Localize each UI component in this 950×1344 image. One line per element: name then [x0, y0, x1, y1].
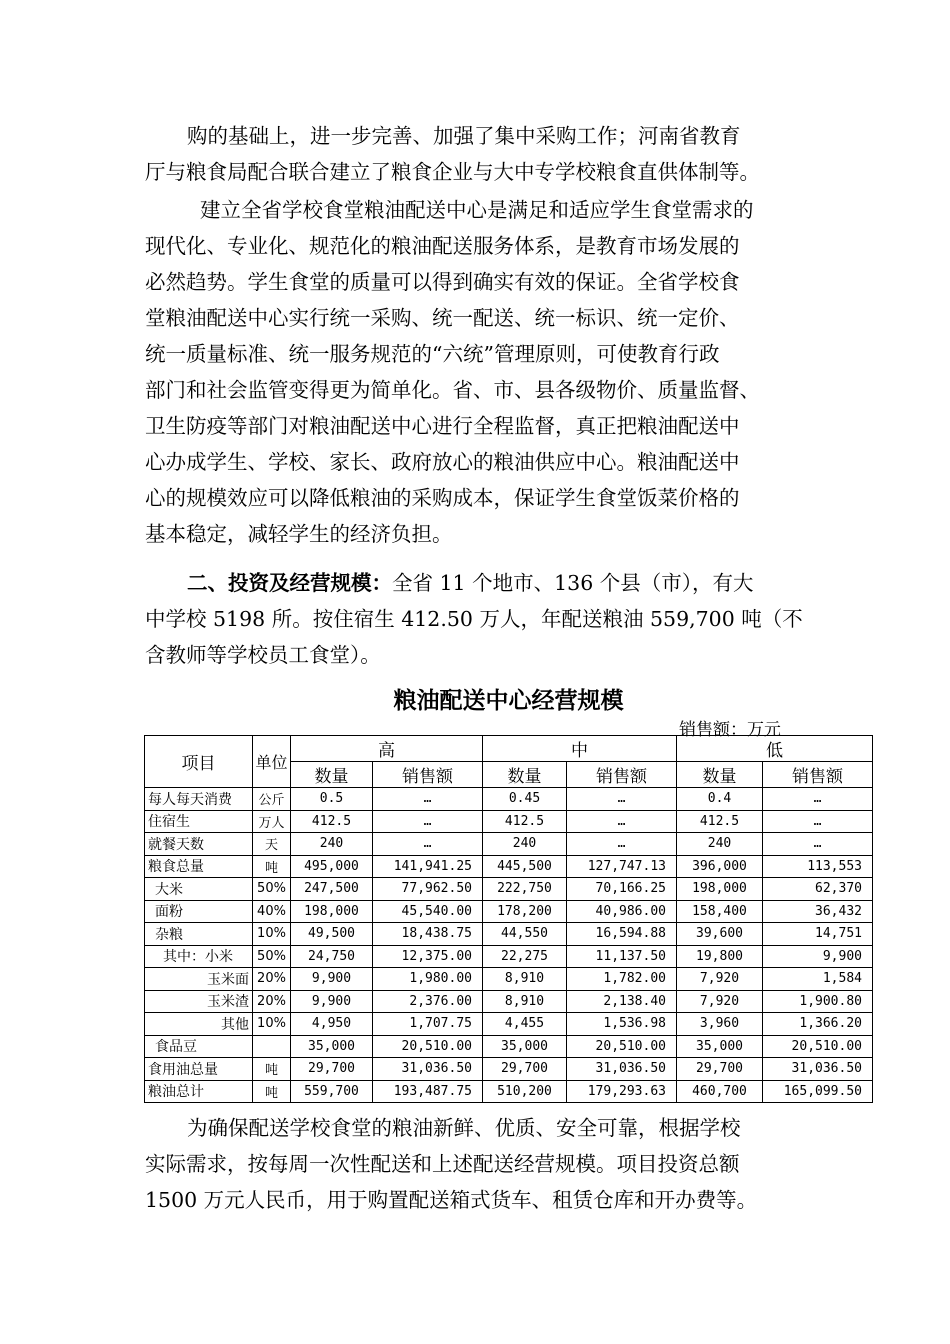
amount-cell: 20,510.00 — [567, 1035, 677, 1058]
amount-cell: 113,553 — [763, 855, 873, 878]
table-row — [145, 788, 873, 811]
row-unit: 万人 — [253, 810, 291, 833]
amount-cell: 31,036.50 — [567, 1058, 677, 1081]
row-unit: 10% — [253, 1013, 291, 1036]
header-qty: 数量 — [483, 762, 567, 788]
quantity-cell: 495,000 — [291, 855, 373, 878]
quantity-cell: 559,700 — [291, 1080, 373, 1103]
amount-cell: 62,370 — [763, 878, 873, 901]
quantity-cell: 247,500 — [291, 878, 373, 901]
section-paragraph — [145, 565, 825, 673]
row-item: 玉米面 — [145, 968, 253, 991]
amount-cell: 11,137.50 — [567, 945, 677, 968]
table-row — [145, 900, 873, 923]
intro-paragraph — [145, 118, 825, 190]
row-unit: 吨 — [253, 1058, 291, 1081]
quantity-cell: 39,600 — [677, 923, 763, 946]
table-row — [145, 945, 873, 968]
header-group-mid: 中 — [483, 736, 677, 762]
table-row — [145, 810, 873, 833]
amount-cell: 127,747.13 — [567, 855, 677, 878]
header-row — [145, 736, 873, 762]
text-line: 心办成学生、学校、家长、政府放心的粮油供应中心。粮油配送中 — [145, 450, 740, 474]
amount-cell: 1,707.75 — [373, 1013, 483, 1036]
header-amount: 销售额 — [763, 762, 873, 788]
text-line: 必然趋势。学生食堂的质量可以得到确实有效的保证。全省学校食 — [145, 270, 740, 294]
quantity-cell: 240 — [677, 833, 763, 856]
header-qty: 数量 — [677, 762, 763, 788]
quantity-cell: 19,800 — [677, 945, 763, 968]
amount-cell: 193,487.75 — [373, 1080, 483, 1103]
quantity-cell: 35,000 — [483, 1035, 567, 1058]
amount-cell: 1,536.98 — [567, 1013, 677, 1036]
row-unit: 公斤 — [253, 788, 291, 811]
text-line: 中学校 5198 所。按住宿生 412.50 万人，年配送粮油 559,700 吨（不 — [145, 607, 803, 631]
table-row — [145, 1035, 873, 1058]
row-item: 食品豆 — [145, 1035, 253, 1058]
row-unit: 天 — [253, 833, 291, 856]
row-unit: 吨 — [253, 1080, 291, 1103]
text-line — [145, 565, 825, 601]
table-body — [145, 788, 873, 1103]
row-item: 杂粮 — [145, 923, 253, 946]
amount-cell: … — [567, 810, 677, 833]
row-item: 其中：小米 — [145, 945, 253, 968]
amount-cell: 1,782.00 — [567, 968, 677, 991]
quantity-cell: 9,900 — [291, 990, 373, 1013]
amount-cell: … — [373, 810, 483, 833]
quantity-cell: 198,000 — [291, 900, 373, 923]
table-row — [145, 968, 873, 991]
row-item: 粮油总计 — [145, 1080, 253, 1103]
amount-cell: … — [567, 833, 677, 856]
quantity-cell: 222,750 — [483, 878, 567, 901]
header-qty: 数量 — [291, 762, 373, 788]
amount-cell: 36,432 — [763, 900, 873, 923]
amount-cell: … — [373, 788, 483, 811]
amount-cell: … — [763, 788, 873, 811]
row-unit: 40% — [253, 900, 291, 923]
table-row — [145, 878, 873, 901]
row-item: 食用油总量 — [145, 1058, 253, 1081]
text-line: 心的规模效应可以降低粮油的采购成本，保证学生食堂饭菜价格的 — [145, 486, 740, 510]
section-heading: 二、投资及经营规模： — [187, 571, 392, 595]
text-line: 统一质量标准、统一服务规范的“六统”管理原则，可使教育行政 — [145, 342, 720, 366]
quantity-cell: 22,275 — [483, 945, 567, 968]
text-line: 卫生防疫等部门对粮油配送中心进行全程监督，真正把粮油配送中 — [145, 414, 740, 438]
quantity-cell: 240 — [291, 833, 373, 856]
row-unit — [253, 1035, 291, 1058]
row-item: 就餐天数 — [145, 833, 253, 856]
unit-note: 销售额：万元 — [679, 720, 781, 740]
amount-cell: 2,138.40 — [567, 990, 677, 1013]
quantity-cell: 178,200 — [483, 900, 567, 923]
amount-cell: 12,375.00 — [373, 945, 483, 968]
amount-cell: 2,376.00 — [373, 990, 483, 1013]
amount-cell: 40,986.00 — [567, 900, 677, 923]
quantity-cell: 158,400 — [677, 900, 763, 923]
amount-cell: 1,900.80 — [763, 990, 873, 1013]
amount-cell: 45,540.00 — [373, 900, 483, 923]
text-line: 部门和社会监管变得更为简单化。省、市、县各级物价、质量监督、 — [145, 378, 760, 402]
amount-cell: … — [373, 833, 483, 856]
header-unit: 单位 — [253, 736, 291, 788]
amount-cell: … — [763, 833, 873, 856]
quantity-cell: 35,000 — [677, 1035, 763, 1058]
quantity-cell: 0.45 — [483, 788, 567, 811]
row-item: 粮食总量 — [145, 855, 253, 878]
quantity-cell: 44,550 — [483, 923, 567, 946]
row-unit: 20% — [253, 968, 291, 991]
header-group-low: 低 — [677, 736, 873, 762]
amount-cell: … — [763, 810, 873, 833]
closing-paragraph — [145, 1110, 825, 1218]
table-row — [145, 1013, 873, 1036]
amount-cell: 179,293.63 — [567, 1080, 677, 1103]
quantity-cell: 445,500 — [483, 855, 567, 878]
quantity-cell: 412.5 — [483, 810, 567, 833]
quantity-cell: 29,700 — [291, 1058, 373, 1081]
quantity-cell: 396,000 — [677, 855, 763, 878]
quantity-cell: 7,920 — [677, 968, 763, 991]
section-text: 全省 11 个地市、136 个县（市），有大 — [392, 571, 754, 595]
text-line: 购的基础上，进一步完善、加强了集中采购工作；河南省教育 — [187, 124, 741, 148]
table-row — [145, 923, 873, 946]
amount-cell: 20,510.00 — [373, 1035, 483, 1058]
text-line: 实际需求，按每周一次性配送和上述配送经营规模。项目投资总额 — [145, 1152, 740, 1176]
text-line: 含教师等学校员工食堂）。 — [145, 643, 381, 667]
amount-cell: 31,036.50 — [373, 1058, 483, 1081]
text-line: 厅与粮食局配合联合建立了粮食企业与大中专学校粮食直供体制等。 — [145, 160, 760, 184]
amount-cell: … — [567, 788, 677, 811]
quantity-cell: 240 — [483, 833, 567, 856]
row-item: 面粉 — [145, 900, 253, 923]
amount-cell: 77,962.50 — [373, 878, 483, 901]
quantity-cell: 29,700 — [677, 1058, 763, 1081]
quantity-cell: 35,000 — [291, 1035, 373, 1058]
row-item: 玉米渣 — [145, 990, 253, 1013]
row-unit: 20% — [253, 990, 291, 1013]
quantity-cell: 49,500 — [291, 923, 373, 946]
quantity-cell: 0.5 — [291, 788, 373, 811]
amount-cell: 9,900 — [763, 945, 873, 968]
text-line: 现代化、专业化、规范化的粮油配送服务体系，是教育市场发展的 — [145, 234, 740, 258]
row-item: 大米 — [145, 878, 253, 901]
amount-cell: 14,751 — [763, 923, 873, 946]
table-row — [145, 833, 873, 856]
quantity-cell: 4,950 — [291, 1013, 373, 1036]
table-row — [145, 990, 873, 1013]
text-line: 为确保配送学校食堂的粮油新鲜、优质、安全可靠，根据学校 — [187, 1116, 741, 1140]
row-unit: 50% — [253, 945, 291, 968]
table-row — [145, 855, 873, 878]
amount-cell: 70,166.25 — [567, 878, 677, 901]
quantity-cell: 9,900 — [291, 968, 373, 991]
amount-cell: 1,366.20 — [763, 1013, 873, 1036]
text-line: 建立全省学校食堂粮油配送中心是满足和适应学生食堂需求的 — [200, 198, 754, 222]
row-item: 住宿生 — [145, 810, 253, 833]
quantity-cell: 510,200 — [483, 1080, 567, 1103]
header-amount: 销售额 — [373, 762, 483, 788]
table-row — [145, 1080, 873, 1103]
quantity-cell: 4,455 — [483, 1013, 567, 1036]
table-row — [145, 1058, 873, 1081]
amount-cell: 18,438.75 — [373, 923, 483, 946]
amount-cell: 1,980.00 — [373, 968, 483, 991]
amount-cell: 165,099.50 — [763, 1080, 873, 1103]
header-amount: 销售额 — [567, 762, 677, 788]
quantity-cell: 7,920 — [677, 990, 763, 1013]
quantity-cell: 24,750 — [291, 945, 373, 968]
amount-cell: 20,510.00 — [763, 1035, 873, 1058]
amount-cell: 31,036.50 — [763, 1058, 873, 1081]
row-unit: 吨 — [253, 855, 291, 878]
quantity-cell: 412.5 — [677, 810, 763, 833]
quantity-cell: 8,910 — [483, 990, 567, 1013]
quantity-cell: 412.5 — [291, 810, 373, 833]
text-line: 1500 万元人民币，用于购置配送箱式货车、租赁仓库和开办费等。 — [145, 1188, 758, 1212]
amount-cell: 141,941.25 — [373, 855, 483, 878]
scale-table — [144, 735, 873, 1103]
text-line: 基本稳定，减轻学生的经济负担。 — [145, 522, 453, 546]
quantity-cell: 460,700 — [677, 1080, 763, 1103]
quantity-cell: 198,000 — [677, 878, 763, 901]
quantity-cell: 29,700 — [483, 1058, 567, 1081]
quantity-cell: 0.4 — [677, 788, 763, 811]
row-item: 每人每天消费 — [145, 788, 253, 811]
row-unit: 10% — [253, 923, 291, 946]
body-paragraph — [145, 192, 825, 552]
header-item: 项目 — [145, 736, 253, 788]
amount-cell: 16,594.88 — [567, 923, 677, 946]
quantity-cell: 8,910 — [483, 968, 567, 991]
row-unit: 50% — [253, 878, 291, 901]
text-line: 堂粮油配送中心实行统一采购、统一配送、统一标识、统一定价、 — [145, 306, 740, 330]
amount-cell: 1,584 — [763, 968, 873, 991]
row-item: 其他 — [145, 1013, 253, 1036]
table-title: 粮油配送中心经营规模 — [393, 688, 624, 714]
quantity-cell: 3,960 — [677, 1013, 763, 1036]
header-group-high: 高 — [291, 736, 483, 762]
